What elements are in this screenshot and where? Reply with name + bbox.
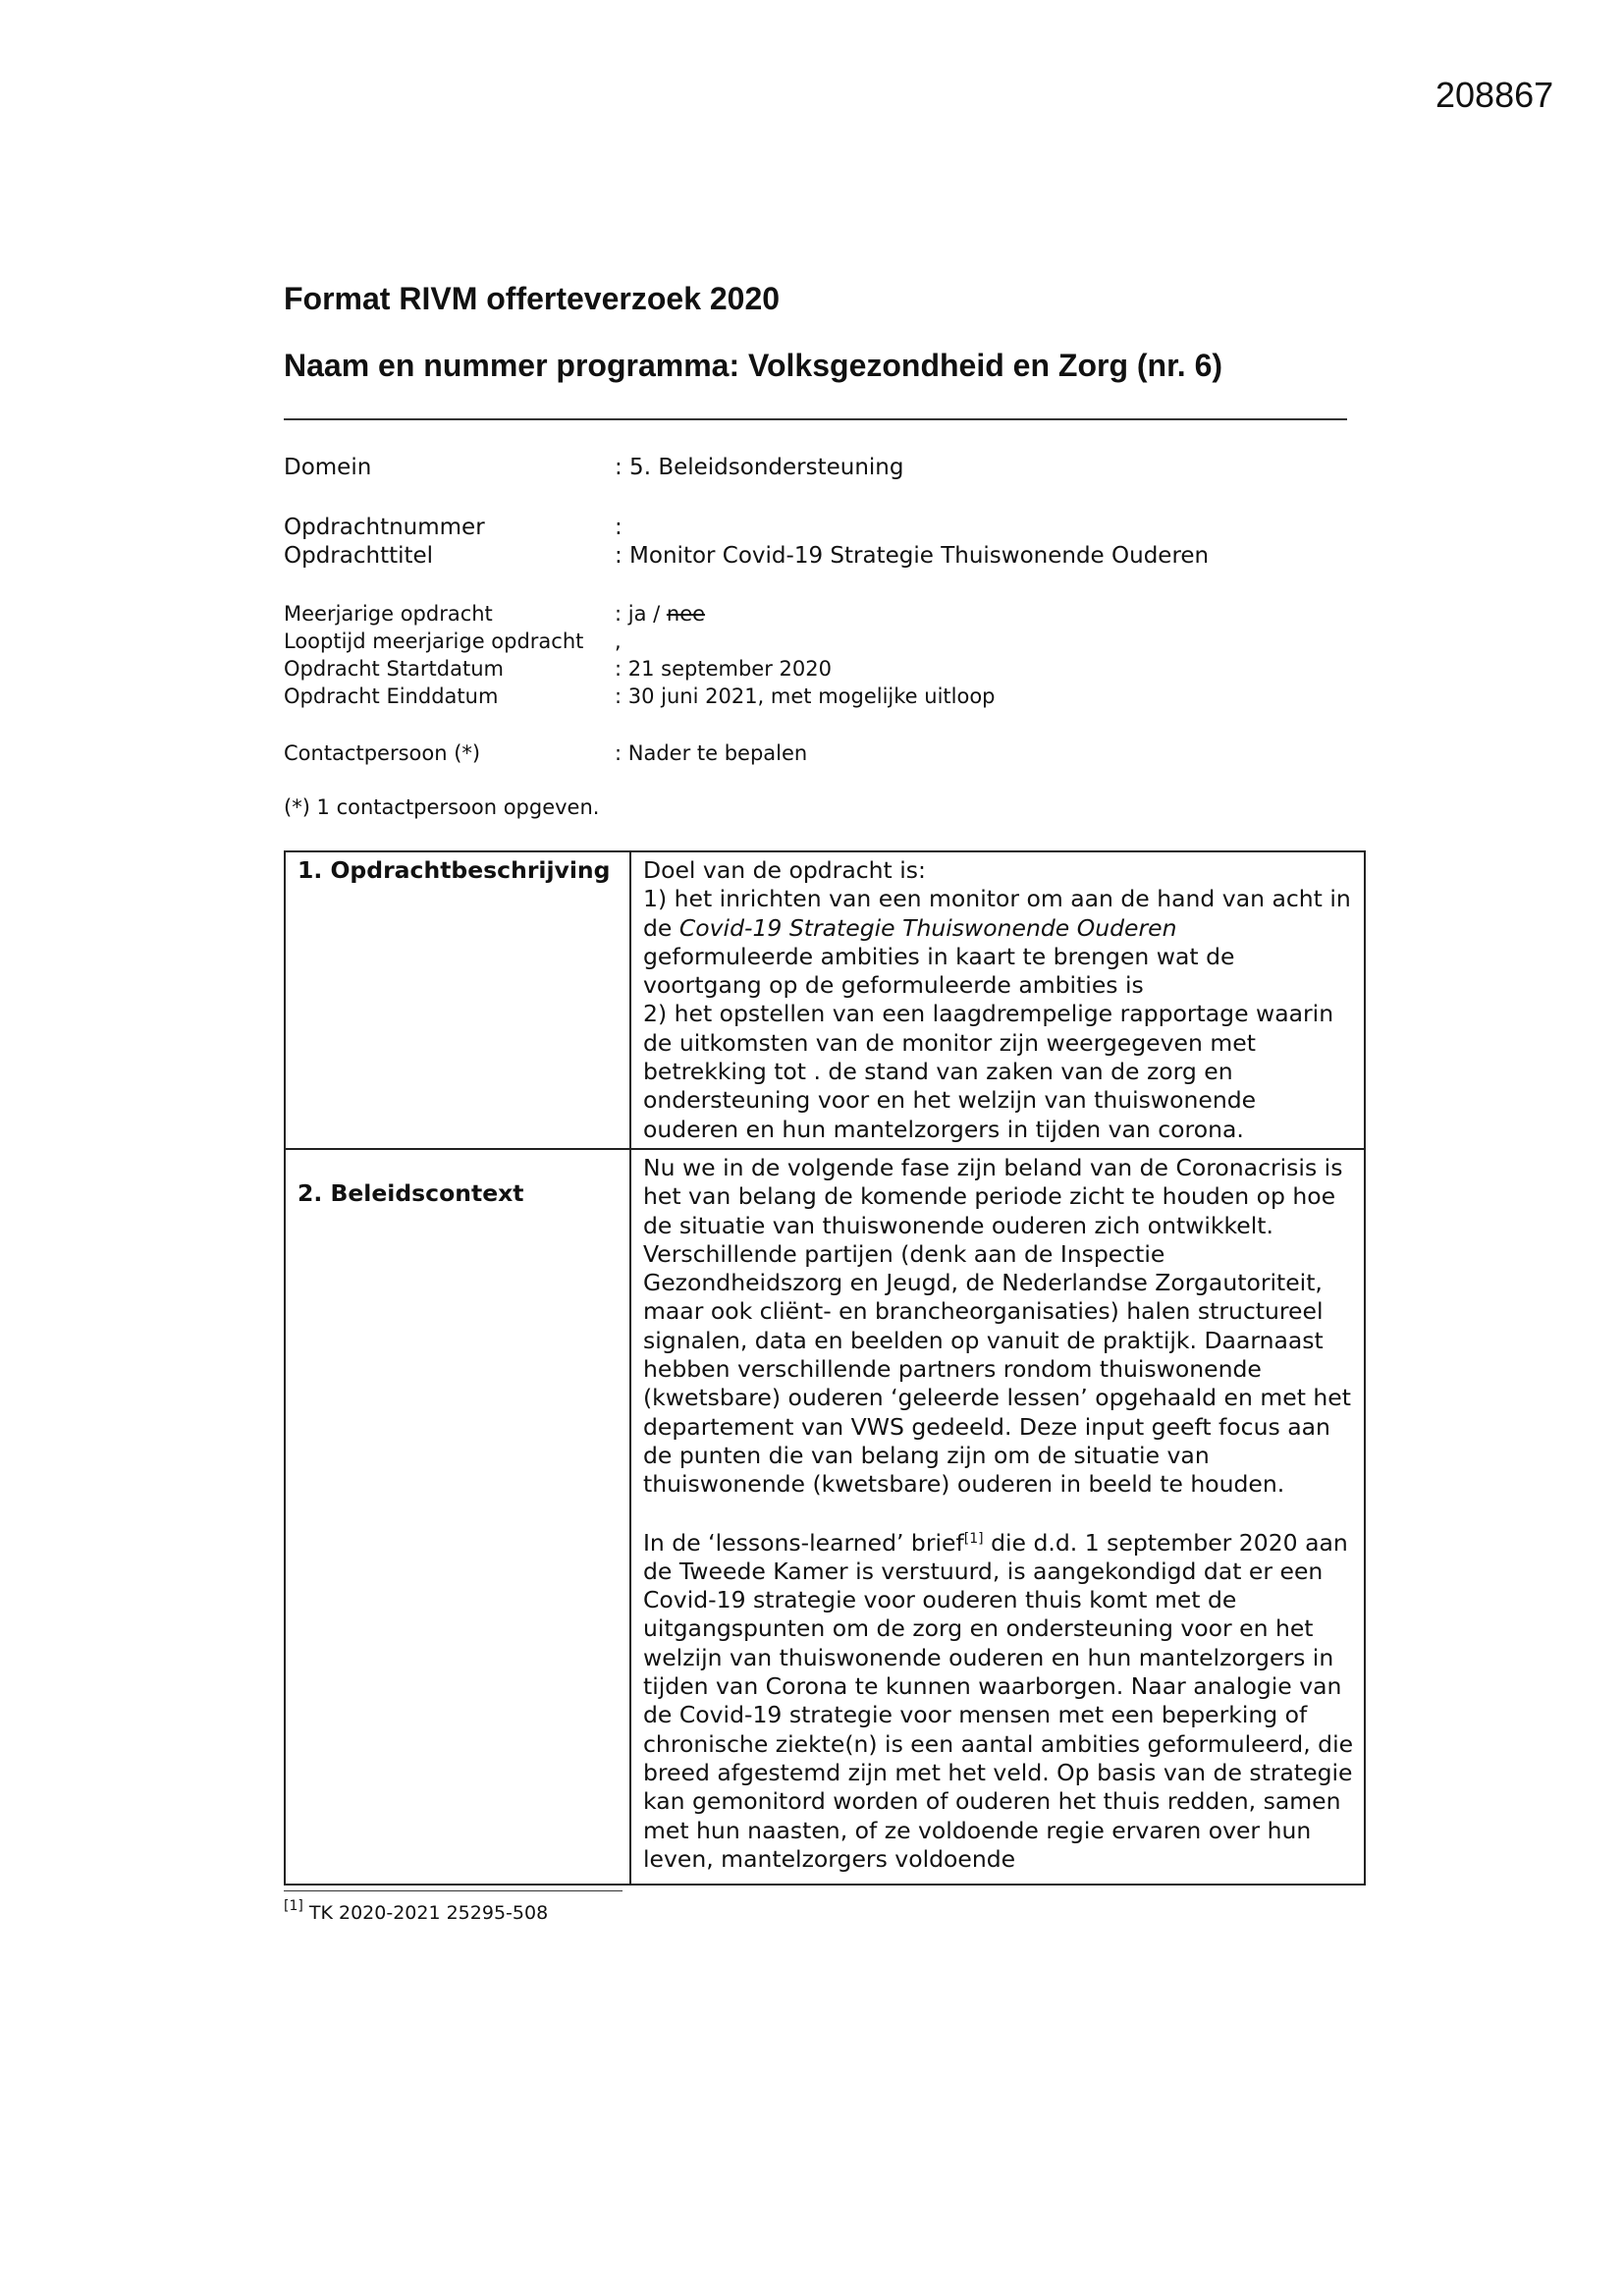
- header-divider: [284, 418, 1347, 420]
- table-row: [285, 851, 1365, 1149]
- field-value: : Monitor Covid-19 Strategie Thuiswonende Ouderen: [615, 543, 1210, 569]
- value-struck: nee: [666, 602, 706, 626]
- field-label: Opdrachtnummer: [284, 515, 485, 540]
- contact-note: (*) 1 contactpersoon opgeven.: [284, 795, 600, 819]
- paragraph: [643, 885, 1354, 1000]
- field-label: Opdracht Startdatum: [284, 657, 504, 681]
- paragraph-gap: [643, 1500, 1354, 1529]
- value-prefix: : ja /: [615, 602, 667, 626]
- document-number: 208867: [1435, 75, 1554, 115]
- field-label: Contactpersoon (*): [284, 741, 481, 765]
- field-label: Domein: [284, 455, 372, 480]
- text-run: 1) het inrichten van een monitor om aan de hand van acht in de: [643, 885, 1351, 942]
- italic-title: Covid-19 Strategie Thuiswonende Ouderen: [678, 913, 1177, 942]
- row-content: [630, 1149, 1365, 1885]
- row-content: [630, 851, 1365, 1149]
- paragraph: Nu we in de volgende fase zijn beland van de Coronacrisis is het van belang de komende periode zicht te houden op hoe de situatie van thuiswonende ouderen zich ontwikkelt. Verschillende partijen (denk aan de Inspectie Gezondheidszorg en Jeugd, de Nederlandse Zorgautoriteit, maar ook cliënt- en brancheorganisaties) halen structureel signalen, data en beelden op vanuit de praktijk. Daarnaast hebben verschillende partners rondom thuiswonende (kwetsbare) ouderen ‘geleerde lessen’ opgehaald en met het departement van VWS gedeeld. Deze input geeft focus aan de punten die van belang zijn om de situatie van thuiswonende (kwetsbare) ouderen in beeld te houden.: [643, 1153, 1351, 1499]
- text-run: geformuleerde ambities in kaart te brengen wat de voortgang op de geformuleerde ambities is: [643, 942, 1235, 1000]
- footnote-text: TK 2020-2021 25295-508: [302, 1902, 549, 1924]
- program-subtitle: Naam en nummer programma: Volksgezondheid en Zorg (nr. 6): [284, 348, 1223, 383]
- field-value: [615, 600, 705, 628]
- field-value: : 30 juni 2021, met mogelijke uitloop: [615, 684, 996, 708]
- field-value: ,: [615, 629, 622, 653]
- paragraph: [643, 1529, 1354, 1875]
- paragraph: 2) het opstellen van een laagdrempelige rapportage waarin de uitkomsten van de monitor zijn weergegeven met betrekking tot . de stand van zaken van de zorg en ondersteuning voor en het welzijn van thuiswonende ouderen en hun mantelzorgers in tijden van corona.: [643, 1000, 1334, 1143]
- field-label: Looptijd meerjarige opdracht: [284, 629, 584, 653]
- footnote-divider: [284, 1890, 623, 1891]
- field-value: : 21 september 2020: [615, 657, 832, 681]
- row-heading: 2. Beleidscontext: [285, 1149, 630, 1885]
- text-run: In de ‘lessons-learned’ brief: [643, 1528, 964, 1557]
- field-value: : Nader te bepalen: [615, 741, 808, 765]
- footnote-reference[interactable]: [1]: [963, 1530, 984, 1547]
- row-heading: 1. Opdrachtbeschrijving: [285, 851, 630, 1149]
- footnote: [284, 1898, 549, 1924]
- field-value: :: [615, 515, 623, 540]
- field-label: Opdrachttitel: [284, 543, 434, 569]
- field-label: Meerjarige opdracht: [284, 602, 493, 626]
- paragraph: Doel van de opdracht is:: [643, 856, 926, 884]
- field-value: : 5. Beleidsondersteuning: [615, 455, 904, 480]
- table-row: [285, 1149, 1365, 1885]
- text-run: die d.d. 1 september 2020 aan de Tweede Kamer is verstuurd, is aangekondigd dat er een Covid-19 strategie voor ouderen thuis komt met de uitgangspunten om de zorg en ondersteuning voor en het welzijn van thuiswonende ouderen en hun mantelzorgers in tijden van Corona te kunnen waarborgen. Naar analogie van de Covid-19 strategie voor mensen met een beperking of chronische ziekte(n) is een aantal ambities geformuleerd, die breed afgestemd zijn met het veld. Op basis van de strategie kan gemonitord worden of ouderen het thuis redden, samen met hun naasten, of ze voldoende regie ervaren over hun leven, mantelzorgers voldoende: [643, 1528, 1354, 1873]
- field-label: Opdracht Einddatum: [284, 684, 499, 708]
- footnote-mark: [1]: [284, 1898, 303, 1914]
- assignment-table: [284, 850, 1366, 1886]
- page-title: Format RIVM offerteverzoek 2020: [284, 281, 781, 316]
